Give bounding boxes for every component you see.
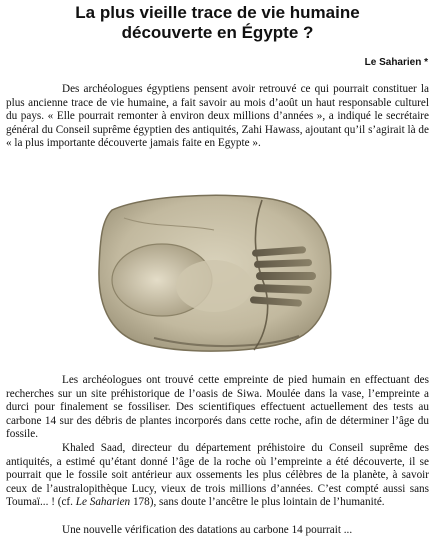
arch-print <box>176 260 252 312</box>
magazine-reference: Le Saharien <box>75 496 131 509</box>
paragraph3-text-a: Khaled Saad, directeur du département préhistoire du Conseil suprême des antiquités, a estimé qu’étant donné l’âge de la roche où l’empreinte a été découverte, il se pourrait que le fossile soit antérieur aux ossements les plus célèbres de la planète, à savoir ceux de l’australopithèque Lucy, vieux de trois millions d’années. C’est compté aussi sans Toumaï... ! (cf. <box>6 442 429 509</box>
paragraph-discovery: Les archéologues ont trouvé cette empreinte de pied humain en effectuant des recherches sur un site préhistorique de l’oasis de Siwa. Moulée dans la vase, l’empreinte a durci pour finalement se fossiliser. Des scientifiques effectuent actuellement des tests au carbone 14 sur des débris de plantes incorporés dans cette roche, afin de déterminer l’âge du fossile. <box>6 374 429 441</box>
article-title <box>0 3 435 43</box>
title-line-2: découverte en Égypte ? <box>121 23 314 42</box>
paragraph3-text-b: 178), sans doute l’ancêtre le plus lointain de l’humanité. <box>130 496 385 509</box>
paragraph-continuation: Une nouvelle vérification des datations au carbone 14 pourrait ... <box>62 524 353 536</box>
fossil-footprint-photo <box>94 188 335 356</box>
author-byline: Le Saharien * <box>364 57 428 68</box>
paragraph-intro: Des archéologues égyptiens pensent avoir retrouvé ce qui pourrait constituer la plus ancienne trace de vie humaine, a fait savoir au mois d’août un haut responsable culturel du pays. « Elle pourrait remonter à environ deux millions d’années », a indiqué le secrétaire général du Conseil suprême égyptien des antiquités, Zahi Hawass, ajoutant qu’il s’agirait là de « la plus importante découverte jamais faite en Egypte ». <box>6 83 429 150</box>
paragraph-dating <box>6 442 429 510</box>
title-line-1: La plus vieille trace de vie humaine <box>75 3 360 22</box>
